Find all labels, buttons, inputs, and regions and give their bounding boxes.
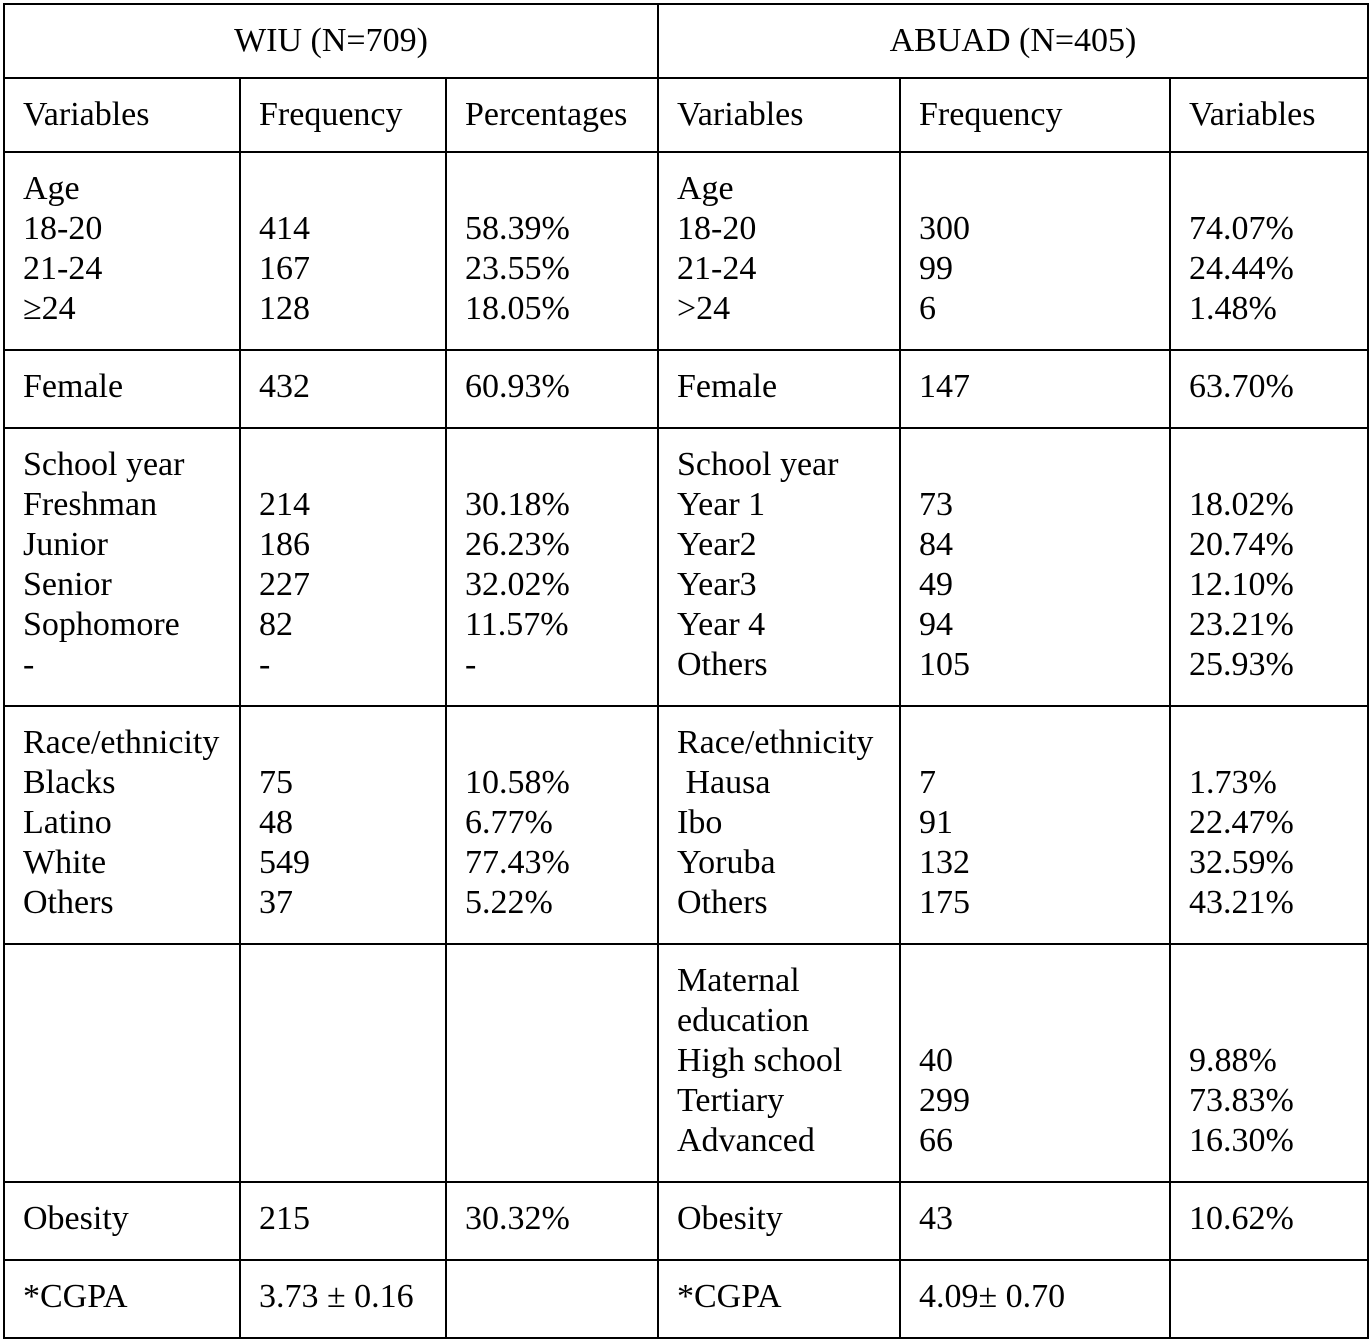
cell-line: Obesity	[677, 1200, 783, 1237]
cell-line: Others	[23, 884, 114, 921]
cell-line: Hausa	[677, 764, 771, 801]
cell-line	[1189, 961, 1367, 1001]
cell-line: 43	[919, 1200, 953, 1237]
cell-line: 5.22%	[465, 884, 553, 921]
table-cell	[658, 350, 900, 428]
column-header: Variables	[4, 78, 240, 152]
cell-line: 30.32%	[465, 1200, 570, 1237]
table-cell	[446, 1182, 658, 1260]
cell-line: Latino	[23, 804, 112, 841]
table-cell	[4, 152, 240, 350]
cell-line: Year2	[677, 526, 757, 563]
cell-line: 9.88%	[1189, 1042, 1277, 1079]
column-header: Variables	[658, 78, 900, 152]
cell-line	[919, 1001, 1169, 1041]
cell-line: 63.70%	[1189, 368, 1294, 405]
column-header: Variables	[1170, 78, 1368, 152]
table-cell	[900, 152, 1170, 350]
cell-line: 11.57%	[465, 606, 569, 643]
table-cell	[1170, 1260, 1368, 1338]
age-row	[4, 152, 1368, 350]
column-header: Frequency	[900, 78, 1170, 152]
cell-line: -	[465, 646, 477, 683]
cell-line: Freshman	[23, 486, 158, 523]
obesity-row	[4, 1182, 1368, 1260]
cell-line: 18-20	[677, 210, 757, 247]
cell-line: 10.62%	[1189, 1200, 1294, 1237]
cell-line	[259, 169, 445, 209]
table-cell	[240, 944, 446, 1182]
cell-line: 30.18%	[465, 486, 570, 523]
column-header: Percentages	[446, 78, 658, 152]
table-cell	[658, 944, 900, 1182]
table-cell	[900, 944, 1170, 1182]
cell-line: 84	[919, 526, 953, 563]
cell-line: 48	[259, 804, 293, 841]
table-cell	[446, 350, 658, 428]
cell-line: ≥24	[23, 290, 76, 327]
cell-line	[1189, 1001, 1367, 1041]
cell-line: 6	[919, 290, 936, 327]
cell-line: -	[259, 646, 271, 683]
cell-line: 73.83%	[1189, 1082, 1294, 1119]
table-cell	[4, 1182, 240, 1260]
cell-line	[465, 1277, 657, 1317]
cell-line: 167	[259, 250, 310, 287]
cell-line: *CGPA	[677, 1278, 782, 1315]
cell-line: -	[23, 646, 35, 683]
cell-line	[1189, 169, 1367, 209]
cell-line: School year	[23, 446, 185, 483]
cell-line	[259, 723, 445, 763]
cell-line: 21-24	[23, 250, 103, 287]
cell-line: 132	[919, 844, 970, 881]
cell-line: 23.55%	[465, 250, 570, 287]
cell-line: 1.73%	[1189, 764, 1277, 801]
table-cell	[4, 706, 240, 944]
cell-line: Yoruba	[677, 844, 776, 881]
cell-line: Maternal	[677, 962, 800, 999]
cell-line: 20.74%	[1189, 526, 1294, 563]
cell-line: 43.21%	[1189, 884, 1294, 921]
cell-line: Ibo	[677, 804, 723, 841]
table-cell	[240, 706, 446, 944]
cell-line: 18.02%	[1189, 486, 1294, 523]
cell-line	[1189, 445, 1367, 485]
table-cell	[658, 1260, 900, 1338]
cell-line: 1.48%	[1189, 290, 1277, 327]
cell-line: School year	[677, 446, 839, 483]
cell-line: Advanced	[677, 1122, 815, 1159]
table-cell	[1170, 706, 1368, 944]
cell-line: 82	[259, 606, 293, 643]
table-cell	[658, 706, 900, 944]
cell-line: 91	[919, 804, 953, 841]
cell-line: Female	[677, 368, 778, 405]
table-cell	[1170, 152, 1368, 350]
cell-line	[919, 723, 1169, 763]
cell-line: >24	[677, 290, 731, 327]
cell-line: Year3	[677, 566, 757, 603]
cell-line: Others	[677, 646, 768, 683]
table-cell	[4, 428, 240, 706]
cell-line: 18.05%	[465, 290, 570, 327]
cell-line: education	[677, 1002, 810, 1039]
table-cell	[658, 152, 900, 350]
table-cell	[240, 350, 446, 428]
cell-line: 40	[919, 1042, 953, 1079]
cell-line: 24.44%	[1189, 250, 1294, 287]
table-cell	[900, 350, 1170, 428]
table-cell	[240, 1260, 446, 1338]
group-header-row	[4, 4, 1368, 78]
cell-line: 10.58%	[465, 764, 570, 801]
cell-line: Senior	[23, 566, 112, 603]
cell-line: 7	[919, 764, 936, 801]
cell-line: 299	[919, 1082, 970, 1119]
table-cell	[446, 944, 658, 1182]
table-cell	[658, 428, 900, 706]
cell-line: 73	[919, 486, 953, 523]
cell-line: 94	[919, 606, 953, 643]
table-cell	[1170, 1182, 1368, 1260]
cell-line: 215	[259, 1200, 310, 1237]
cell-line: 21-24	[677, 250, 757, 287]
cell-line: 3.73 ± 0.16	[259, 1278, 414, 1315]
table-cell	[240, 1182, 446, 1260]
group-abuad: ABUAD (N=405)	[658, 4, 1368, 78]
cell-line	[465, 445, 657, 485]
cgpa-row	[4, 1260, 1368, 1338]
cell-line: 32.02%	[465, 566, 570, 603]
table-cell	[1170, 944, 1368, 1182]
cell-line: 49	[919, 566, 953, 603]
cell-line	[919, 445, 1169, 485]
cell-line	[1189, 723, 1367, 763]
female-row	[4, 350, 1368, 428]
cell-line: 32.59%	[1189, 844, 1294, 881]
cell-line: 300	[919, 210, 970, 247]
table-cell	[900, 428, 1170, 706]
cell-line	[465, 169, 657, 209]
race-row	[4, 706, 1368, 944]
cell-line	[919, 169, 1169, 209]
cell-line: Race/ethnicity	[23, 724, 220, 761]
cell-line: Blacks	[23, 764, 116, 801]
cell-line: 37	[259, 884, 293, 921]
cell-line: Junior	[23, 526, 108, 563]
cell-line: 23.21%	[1189, 606, 1294, 643]
cell-line: 16.30%	[1189, 1122, 1294, 1159]
cell-line: Sophomore	[23, 606, 180, 643]
table-cell	[240, 428, 446, 706]
cell-line: 66	[919, 1122, 953, 1159]
table-cell	[446, 1260, 658, 1338]
table-cell	[900, 1260, 1170, 1338]
cell-line: 175	[919, 884, 970, 921]
table-cell	[4, 350, 240, 428]
cell-line: Others	[677, 884, 768, 921]
cell-line: Tertiary	[677, 1082, 785, 1119]
cell-line: 4.09± 0.70	[919, 1278, 1066, 1315]
cell-line: Age	[23, 170, 80, 207]
cell-line: 128	[259, 290, 310, 327]
cell-line	[919, 961, 1169, 1001]
cell-line: Age	[677, 170, 734, 207]
cell-line: 26.23%	[465, 526, 570, 563]
cell-line: 12.10%	[1189, 566, 1294, 603]
cell-line: 414	[259, 210, 310, 247]
cell-line: 227	[259, 566, 310, 603]
cell-line: 6.77%	[465, 804, 553, 841]
cell-line: 214	[259, 486, 310, 523]
table-cell	[900, 706, 1170, 944]
cell-line	[465, 723, 657, 763]
table-cell	[658, 1182, 900, 1260]
cell-line: Year 4	[677, 606, 766, 643]
cell-line: Year 1	[677, 486, 766, 523]
cell-line	[259, 445, 445, 485]
table-cell	[446, 428, 658, 706]
cell-line: 99	[919, 250, 953, 287]
cell-line: 147	[919, 368, 970, 405]
table-cell	[446, 152, 658, 350]
cell-line: 18-20	[23, 210, 103, 247]
table-cell	[900, 1182, 1170, 1260]
table-cell	[240, 152, 446, 350]
cell-line: *CGPA	[23, 1278, 128, 1315]
group-wiu: WIU (N=709)	[4, 4, 658, 78]
cell-line: 60.93%	[465, 368, 570, 405]
table-cell	[1170, 350, 1368, 428]
column-header: Frequency	[240, 78, 446, 152]
cell-line: Obesity	[23, 1200, 129, 1237]
cell-line	[1189, 1277, 1367, 1317]
table-body	[4, 152, 1368, 1338]
cell-line: Female	[23, 368, 124, 405]
demographics-table	[3, 3, 1369, 1339]
table-cell	[446, 706, 658, 944]
cell-line: 77.43%	[465, 844, 570, 881]
cell-line: White	[23, 844, 107, 881]
cell-line: 105	[919, 646, 970, 683]
cell-line: 74.07%	[1189, 210, 1294, 247]
table-cell	[1170, 428, 1368, 706]
cell-line: 75	[259, 764, 293, 801]
cell-line: 186	[259, 526, 310, 563]
cell-line: 58.39%	[465, 210, 570, 247]
table-cell	[4, 1260, 240, 1338]
school-year-row	[4, 428, 1368, 706]
cell-line: High school	[677, 1042, 843, 1079]
cell-line: Race/ethnicity	[677, 724, 874, 761]
maternal-education-row	[4, 944, 1368, 1182]
cell-line: 549	[259, 844, 310, 881]
cell-line: 25.93%	[1189, 646, 1294, 683]
cell-line: 432	[259, 368, 310, 405]
cell-line: 22.47%	[1189, 804, 1294, 841]
table-cell	[4, 944, 240, 1182]
column-header-row	[4, 78, 1368, 152]
